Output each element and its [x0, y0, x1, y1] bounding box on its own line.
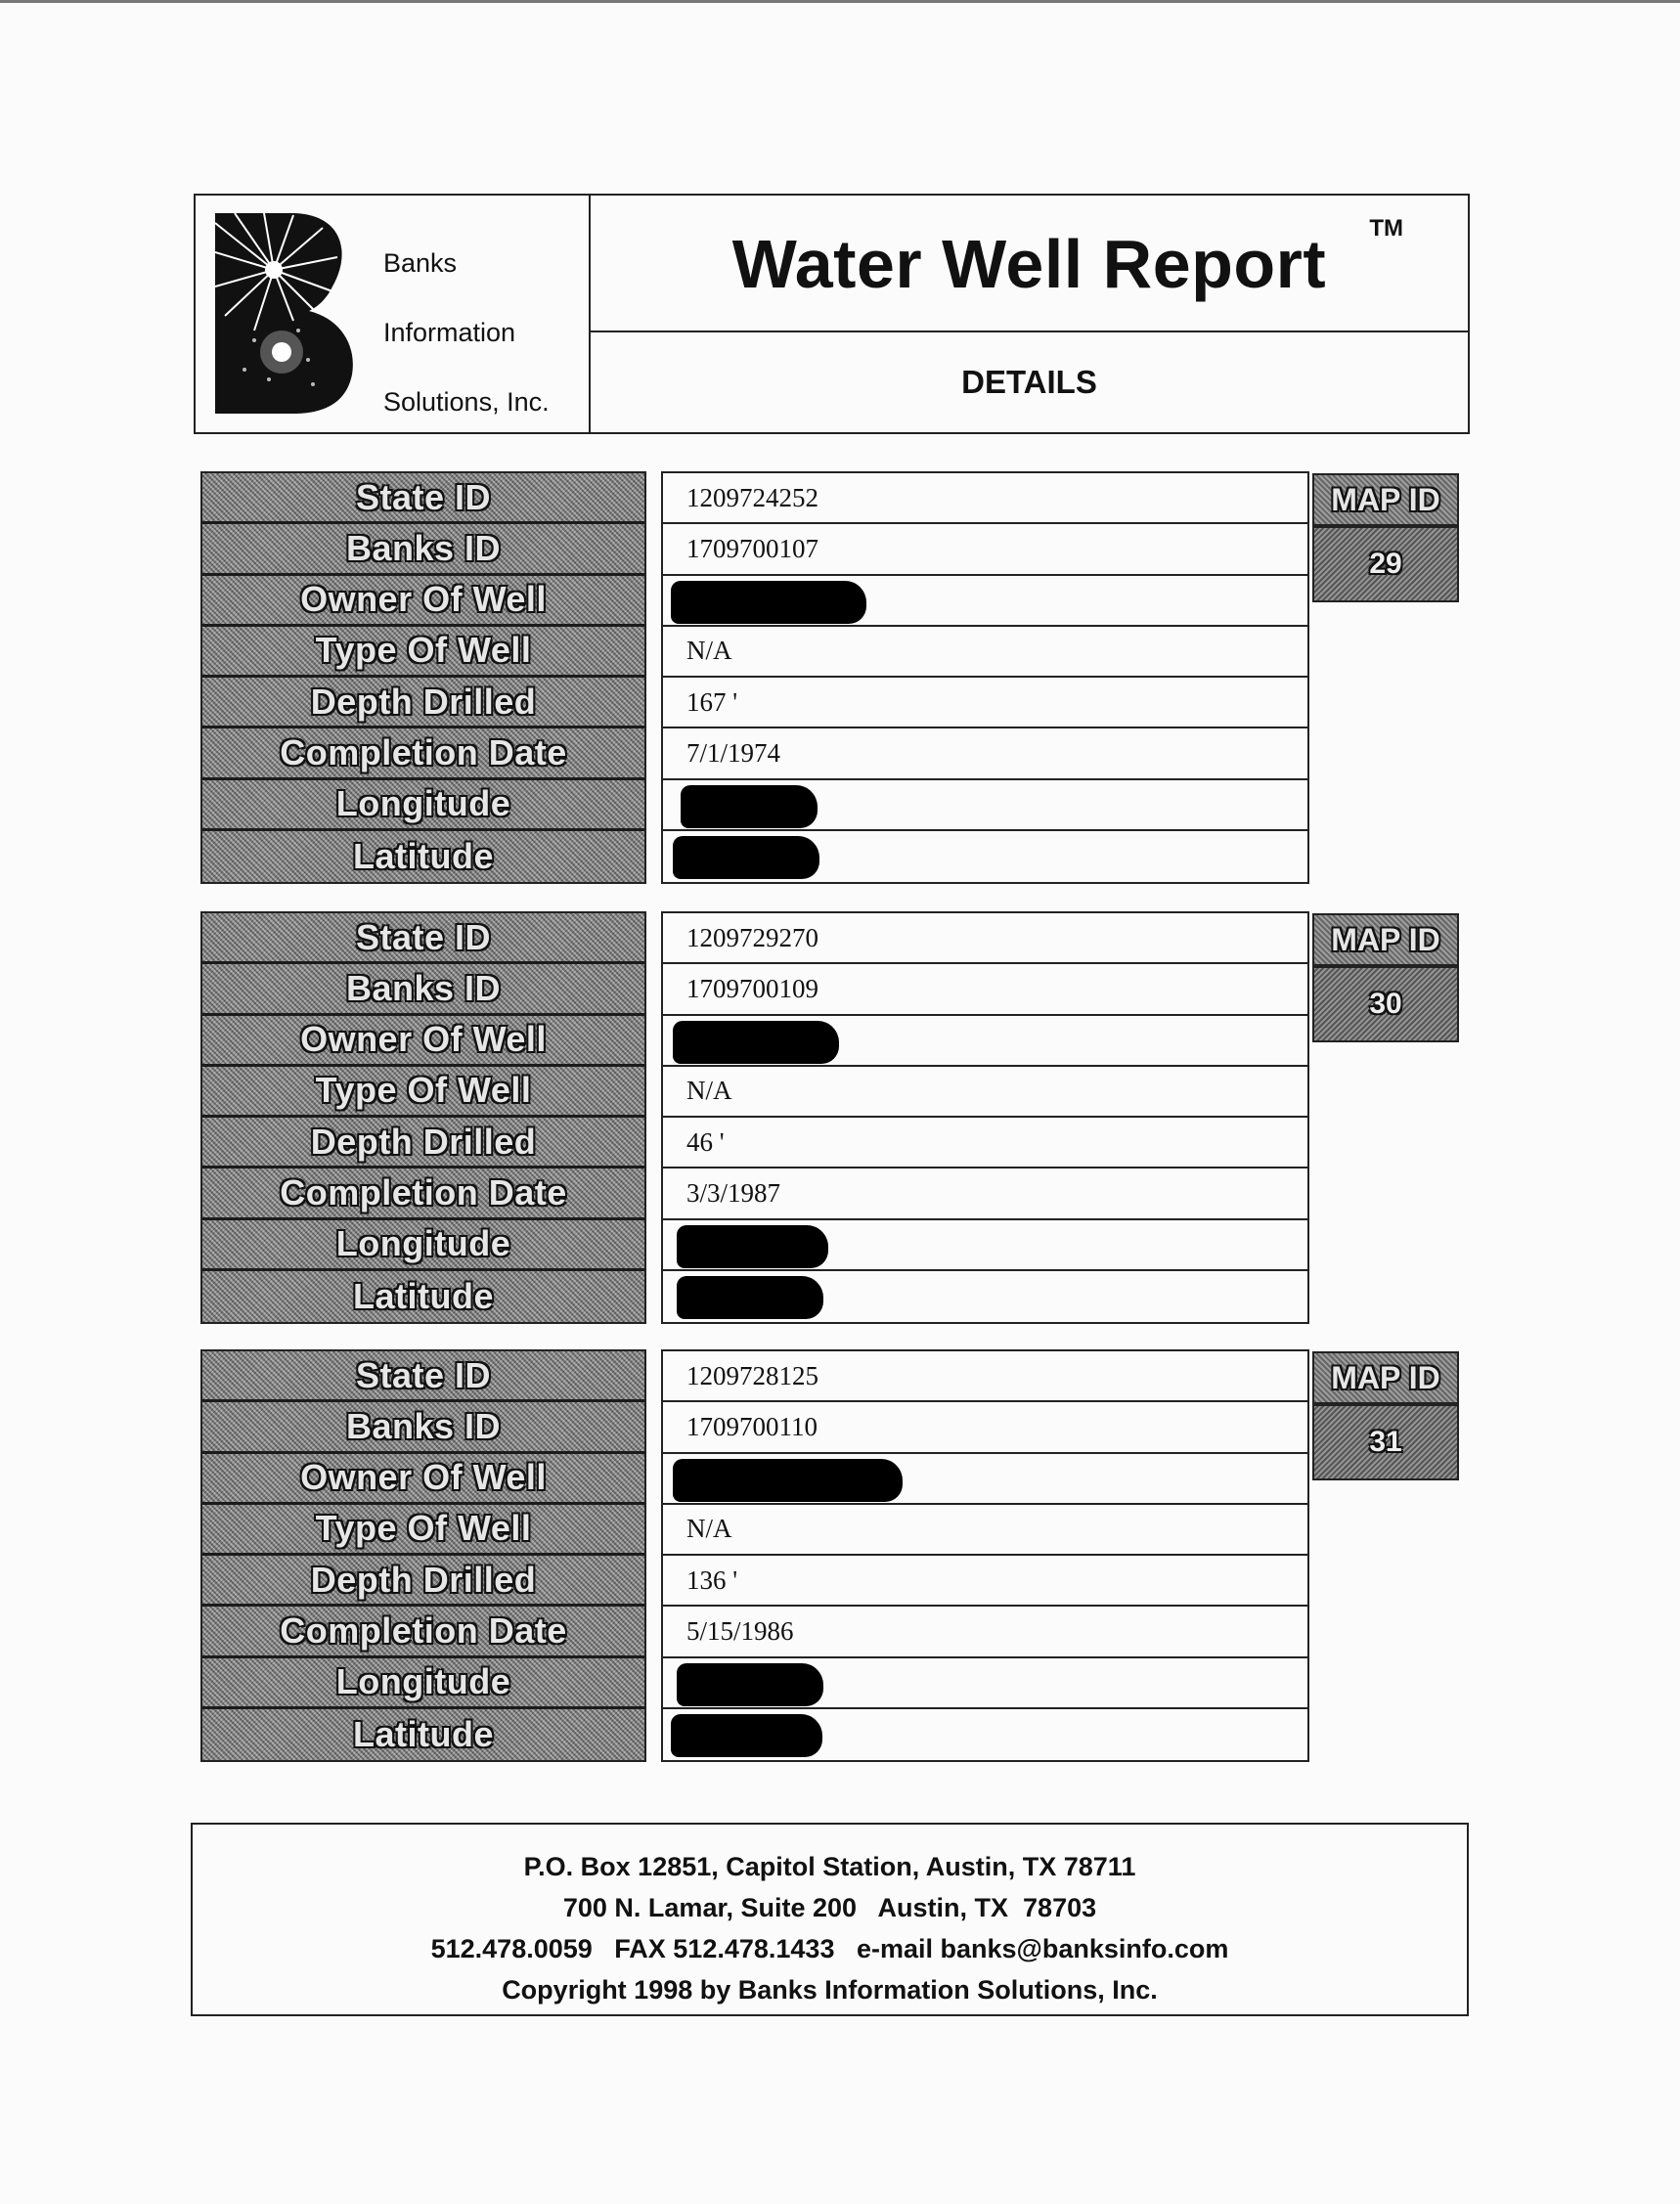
- value-state-id: 1209724252: [663, 473, 1307, 524]
- label-longitude: Longitude: [202, 1658, 644, 1709]
- value-type: N/A: [663, 1505, 1307, 1556]
- value-longitude: [663, 780, 1307, 831]
- value-depth: 46 ': [663, 1118, 1307, 1168]
- label-banks-id: Banks ID: [202, 524, 644, 575]
- report-header: [194, 194, 1470, 434]
- well-record-3: [200, 1349, 1462, 1760]
- company-line-1: Banks: [383, 248, 458, 278]
- footer-po-box: P.O. Box 12851, Capitol Station, Austin, TX 78711: [523, 1852, 1136, 1881]
- label-completion-date: Completion Date: [202, 1168, 644, 1219]
- value-banks-id: 1709700107: [663, 524, 1307, 575]
- label-latitude: Latitude: [202, 1709, 644, 1760]
- value-owner: [663, 1454, 1307, 1505]
- label-type: Type Of Well: [202, 1505, 644, 1556]
- label-depth: Depth Drilled: [202, 1556, 644, 1607]
- label-state-id: State ID: [202, 473, 644, 524]
- value-banks-id: 1709700109: [663, 964, 1307, 1015]
- value-latitude: [663, 1709, 1307, 1760]
- map-id-label: MAP ID: [1312, 1351, 1459, 1404]
- redaction-block: [671, 581, 866, 624]
- well-record-2: [200, 911, 1462, 1322]
- label-owner: Owner Of Well: [202, 576, 644, 627]
- value-completion-date: 5/15/1986: [663, 1607, 1307, 1657]
- label-latitude: Latitude: [202, 831, 644, 882]
- title-cell: [591, 196, 1468, 332]
- page-top-edge: [0, 0, 1680, 3]
- field-values: [661, 911, 1309, 1324]
- value-type: N/A: [663, 1067, 1307, 1118]
- value-owner: [663, 576, 1307, 627]
- company-line-2: Information: [383, 318, 516, 347]
- company-name: [383, 229, 579, 437]
- value-depth: 136 ': [663, 1556, 1307, 1607]
- map-id-value: 31: [1312, 1404, 1459, 1480]
- company-line-3: Solutions, Inc.: [383, 387, 550, 417]
- value-state-id: 1209728125: [663, 1351, 1307, 1402]
- value-longitude: [663, 1658, 1307, 1709]
- label-longitude: Longitude: [202, 1220, 644, 1271]
- field-labels: [200, 471, 646, 884]
- map-id-box: [1312, 473, 1459, 602]
- redaction-block: [681, 785, 818, 828]
- label-owner: Owner Of Well: [202, 1016, 644, 1067]
- label-type: Type Of Well: [202, 1067, 644, 1118]
- value-state-id: 1209729270: [663, 913, 1307, 964]
- map-id-label: MAP ID: [1312, 473, 1459, 526]
- footer-copyright: Copyright 1998 by Banks Information Solutions, Inc.: [502, 1975, 1158, 2005]
- value-longitude: [663, 1220, 1307, 1271]
- label-state-id: State ID: [202, 913, 644, 964]
- map-id-label: MAP ID: [1312, 913, 1459, 966]
- banks-logo-icon: [215, 213, 357, 414]
- subtitle-cell: [591, 332, 1468, 432]
- redaction-block: [677, 1276, 823, 1319]
- well-record-1: [200, 471, 1462, 882]
- label-longitude: Longitude: [202, 780, 644, 831]
- contact-footer: [191, 1823, 1469, 2016]
- map-id-box: [1312, 913, 1459, 1042]
- map-id-value: 30: [1312, 966, 1459, 1042]
- redaction-block: [677, 1225, 828, 1268]
- label-state-id: State ID: [202, 1351, 644, 1402]
- field-labels: [200, 1349, 646, 1762]
- label-banks-id: Banks ID: [202, 1402, 644, 1453]
- report-subtitle: DETAILS: [961, 364, 1097, 400]
- value-completion-date: 3/3/1987: [663, 1168, 1307, 1219]
- value-type: N/A: [663, 627, 1307, 678]
- label-latitude: Latitude: [202, 1271, 644, 1322]
- value-completion-date: 7/1/1974: [663, 728, 1307, 779]
- footer-contact-numbers: 512.478.0059 FAX 512.478.1433 e-mail banks@banksinfo.com: [430, 1934, 1229, 1963]
- value-owner: [663, 1016, 1307, 1067]
- logo-cell: [196, 196, 591, 432]
- label-depth: Depth Drilled: [202, 678, 644, 728]
- label-owner: Owner Of Well: [202, 1454, 644, 1505]
- field-values: [661, 471, 1309, 884]
- map-id-box: [1312, 1351, 1459, 1480]
- redaction-block: [671, 1714, 822, 1757]
- label-depth: Depth Drilled: [202, 1118, 644, 1168]
- redaction-block: [673, 1021, 839, 1064]
- redaction-block: [673, 1459, 903, 1502]
- map-id-value: 29: [1312, 526, 1459, 602]
- value-latitude: [663, 1271, 1307, 1322]
- footer-street-address: 700 N. Lamar, Suite 200 Austin, TX 78703: [562, 1893, 1097, 1922]
- report-title: Water Well Report: [731, 226, 1327, 302]
- trademark-mark: TM: [1369, 215, 1403, 242]
- label-completion-date: Completion Date: [202, 728, 644, 779]
- label-banks-id: Banks ID: [202, 964, 644, 1015]
- field-labels: [200, 911, 646, 1324]
- redaction-block: [677, 1663, 823, 1706]
- label-completion-date: Completion Date: [202, 1607, 644, 1657]
- redaction-block: [673, 836, 819, 879]
- value-banks-id: 1709700110: [663, 1402, 1307, 1453]
- value-latitude: [663, 831, 1307, 882]
- label-type: Type Of Well: [202, 627, 644, 678]
- value-depth: 167 ': [663, 678, 1307, 728]
- field-values: [661, 1349, 1309, 1762]
